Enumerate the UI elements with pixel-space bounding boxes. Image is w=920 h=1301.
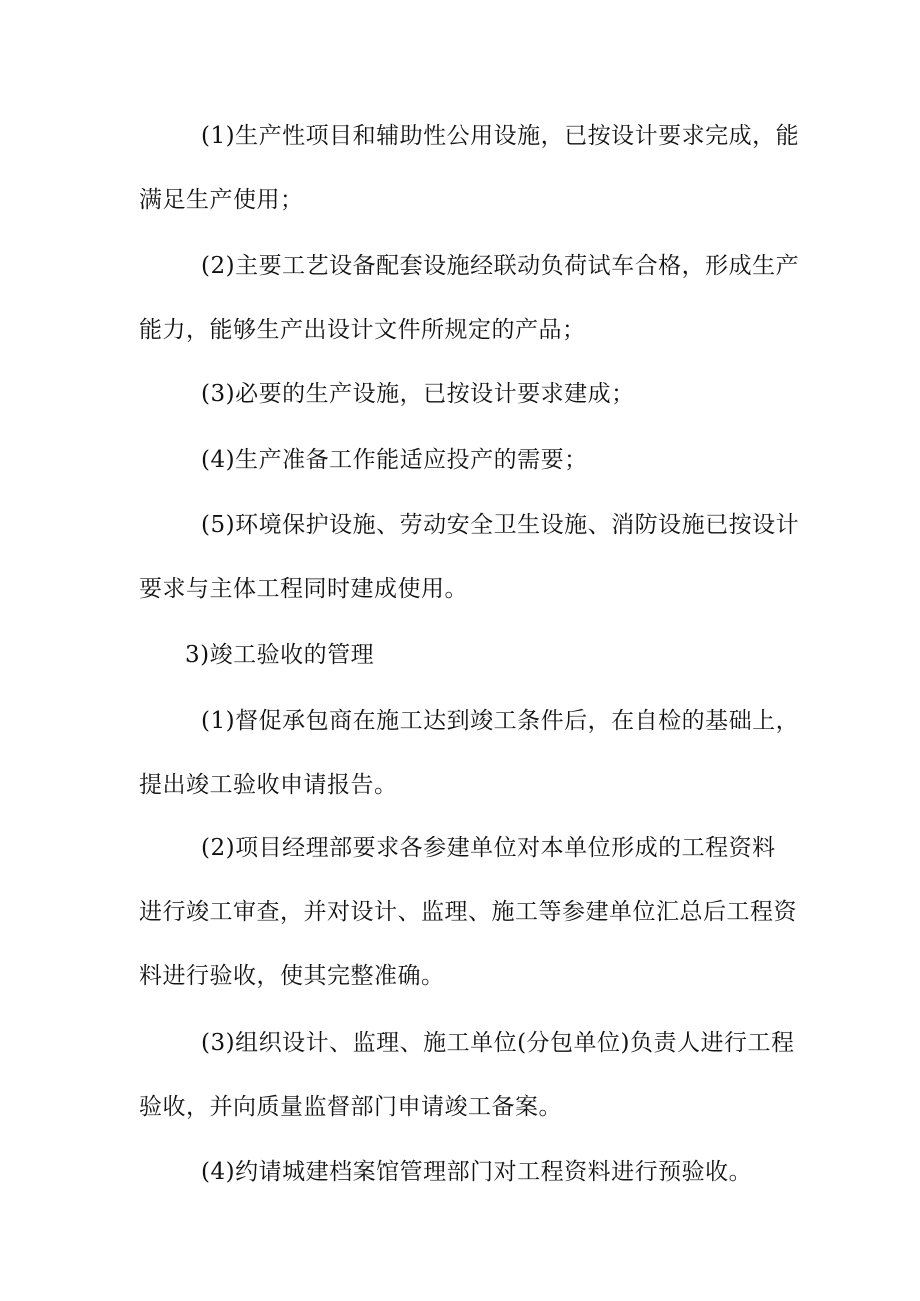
paragraph-item-q4 [139, 1140, 799, 1204]
paragraph-line: 验收，并向质量监督部门申请竣工备案。 [139, 1094, 562, 1120]
paragraph-line: 提出竣工验收申请报告。 [139, 772, 398, 798]
section-heading-3 [139, 623, 799, 687]
paragraph-line: (3)必要的生产设施，已按设计要求建成； [201, 381, 635, 407]
paragraph-item-4 [139, 428, 799, 492]
paragraph-line: (1)生产性项目和辅助性公用设施，已按设计要求完成，能 [201, 123, 800, 149]
paragraph-line: 料进行验收，使其完整准确。 [139, 963, 445, 989]
paragraph-line: (1)督促承包商在施工达到竣工条件后，在自检的基础上， [201, 708, 800, 734]
paragraph-line: (4)生产准备工作能适应投产的需要； [201, 447, 588, 473]
paragraph-item-1 [139, 104, 799, 232]
section-heading-text: 3)竣工验收的管理 [185, 642, 375, 668]
paragraph-line: (5)环境保护设施、劳动安全卫生设施、消防设施已按设计 [201, 512, 800, 538]
paragraph-line: (3)组织设计、监理、施工单位(分包单位)负责人进行工程 [201, 1030, 795, 1056]
paragraph-item-q1 [139, 689, 799, 817]
paragraph-item-5 [139, 493, 799, 621]
paragraph-item-3 [139, 362, 799, 426]
paragraph-line: 能力，能够生产出设计文件所规定的产品； [139, 317, 586, 343]
paragraph-line: 进行竣工审查，并对设计、监理、施工等参建单位汇总后工程资 [139, 899, 797, 925]
paragraph-line: (4)约请城建档案馆管理部门对工程资料进行预验收。 [201, 1159, 753, 1185]
paragraph-line: 要求与主体工程同时建成使用。 [139, 576, 468, 602]
paragraph-item-q2 [139, 816, 799, 1008]
paragraph-item-q3 [139, 1011, 799, 1139]
paragraph-item-2 [139, 234, 799, 362]
paragraph-line: 满足生产使用； [139, 187, 304, 213]
paragraph-line: (2)主要工艺设备配套设施经联动负荷试车合格，形成生产 [201, 253, 800, 279]
paragraph-line: (2)项目经理部要求各参建单位对本单位形成的工程资料 [201, 835, 776, 861]
